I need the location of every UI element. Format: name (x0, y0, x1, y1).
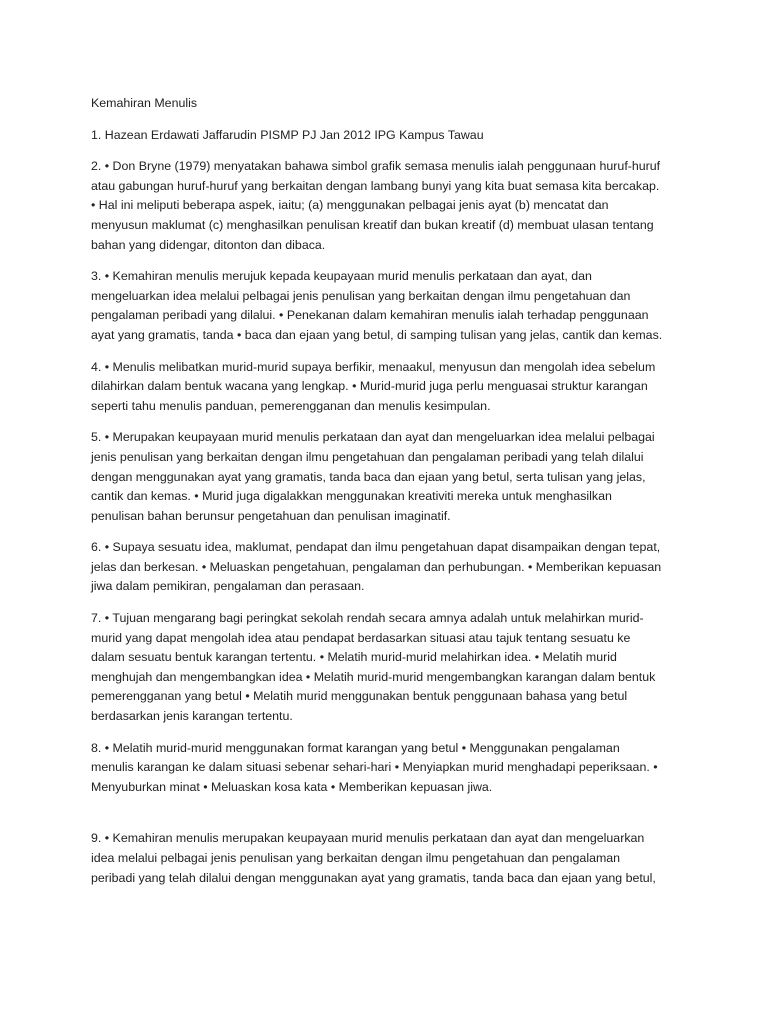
document-body (91, 126, 698, 889)
text-line: dengan menggunakan ayat yang gramatis, tanda baca dan ejaan yang betul, serta tulisan yang jelas, (91, 469, 646, 484)
text-line: bahan yang didengar, ditonton dan dibaca. (91, 237, 326, 252)
paragraph-2 (91, 157, 698, 255)
text-line: 7. • Tujuan mengarang bagi peringkat sekolah rendah secara amnya adalah untuk melahirkan murid- (91, 611, 644, 626)
text-line: murid yang dapat mengolah idea atau pendapat berdasarkan situasi atau tajuk tentang sesuatu ke (91, 630, 631, 645)
text-line: 4. • Menulis melibatkan murid-murid supaya berfikir, menaakul, menyusun dan mengolah idea sebelum (91, 359, 656, 374)
text-line: 6. • Supaya sesuatu idea, maklumat, pendapat dan ilmu pengetahuan dapat disampaikan dengan tepat, (91, 540, 661, 555)
text-line: 2. • Don Bryne (1979) menyatakan bahawa simbol grafik semasa menulis ialah penggunaan huruf-huruf (91, 159, 661, 174)
text-line: peribadi yang telah dilalui dengan menggunakan ayat yang gramatis, tanda baca dan ejaan yang betul, (91, 870, 656, 885)
text-line: berdasarkan jenis karangan tertentu. (91, 709, 293, 724)
text-line: jelas dan berkesan. • Meluaskan pengetahuan, pengalaman dan perhubungan. • Memberikan kepuasan (91, 559, 662, 574)
text-line: dalam sesuatu bentuk karangan tertentu. • Melatih murid-murid melahirkan idea. • Melatih murid (91, 650, 617, 665)
text-line: menulis karangan ke dalam situasi sebenar sehari-hari • Menyiapkan murid menghadapi peperiksaan. • (91, 760, 658, 775)
text-line: • Hal ini meliputi beberapa aspek, iaitu; (a) menggunakan pelbagai jenis ayat (b) mencatat dan (91, 198, 609, 213)
text-line: pemerengganan yang betul • Melatih murid menggunakan bentuk penggunaan bahasa yang betul (91, 689, 628, 704)
text-line: 8. • Melatih murid-murid menggunakan format karangan yang betul • Menggunakan pengalaman (91, 740, 620, 755)
text-line: 1. Hazean Erdawati Jaffarudin PISMP PJ Jan 2012 IPG Kampus Tawau (91, 127, 484, 142)
text-line: cantik dan kemas. • Murid juga digalakkan menggunakan kreativiti mereka untuk menghasilkan (91, 489, 612, 504)
text-line: penulisan bahan berunsur pengetahuan dan penulisan imaginatif. (91, 508, 451, 523)
document-title: Kemahiran Menulis (91, 96, 198, 110)
text-line: menyusun maklumat (c) menghasilkan penulisan kreatif dan bukan kreatif (d) membuat ulasan tentang (91, 217, 654, 232)
text-line: jiwa dalam pemikiran, pengalaman dan perasaan. (91, 579, 365, 594)
text-line: dilahirkan dalam bentuk wacana yang lengkap. • Murid-murid juga perlu menguasai struktur karangan (91, 379, 648, 394)
paragraph-6 (91, 538, 698, 597)
text-line: mengeluarkan idea melalui pelbagai jenis penulisan yang berkaitan dengan ilmu pengetahuan dan (91, 288, 631, 303)
text-line: idea melalui pelbagai jenis penulisan yang berkaitan dengan ilmu pengetahuan dan pengalaman (91, 851, 621, 865)
text-line: seperti tahu menulis panduan, pemerengganan dan menulis kesimpulan. (91, 398, 491, 413)
text-line: 5. • Merupakan keupayaan murid menulis perkataan dan ayat dan mengeluarkan idea melalui pelbagai (91, 430, 655, 445)
paragraph-3 (91, 267, 698, 345)
paragraph-4 (91, 358, 698, 417)
text-line: Menyuburkan minat • Meluaskan kosa kata • Memberikan kepuasan jiwa. (91, 779, 493, 794)
text-line: menghujah dan mengembangkan idea • Melatih murid-murid mengembangkan karangan dalam bentuk (91, 669, 656, 684)
text-line: pengalaman peribadi yang dilalui. • Penekanan dalam kemahiran menulis ialah terhadap penggunaan (91, 308, 649, 323)
paragraph-1 (91, 126, 698, 146)
text-line: jenis penulisan yang berkaitan dengan ilmu pengetahuan dan pengalaman peribadi yang telah dilalui (91, 449, 644, 464)
text-line: atau gabungan huruf-huruf yang berkaitan dengan lambang bunyi yang kita buat semasa kita bercakap. (91, 178, 660, 193)
text-line: 9. • Kemahiran menulis merupakan keupayaan murid menulis perkataan dan ayat dan mengeluarkan (91, 831, 645, 846)
text-line: ayat yang gramatis, tanda • baca dan ejaan yang betul, di samping tulisan yang jelas, cantik dan kemas. (91, 327, 663, 342)
paragraph-8 (91, 739, 698, 798)
paragraph-5 (91, 428, 698, 526)
paragraph-9 (91, 829, 698, 888)
paragraph-7 (91, 609, 698, 727)
text-line: 3. • Kemahiran menulis merujuk kepada keupayaan murid menulis perkataan dan ayat, dan (91, 269, 592, 284)
